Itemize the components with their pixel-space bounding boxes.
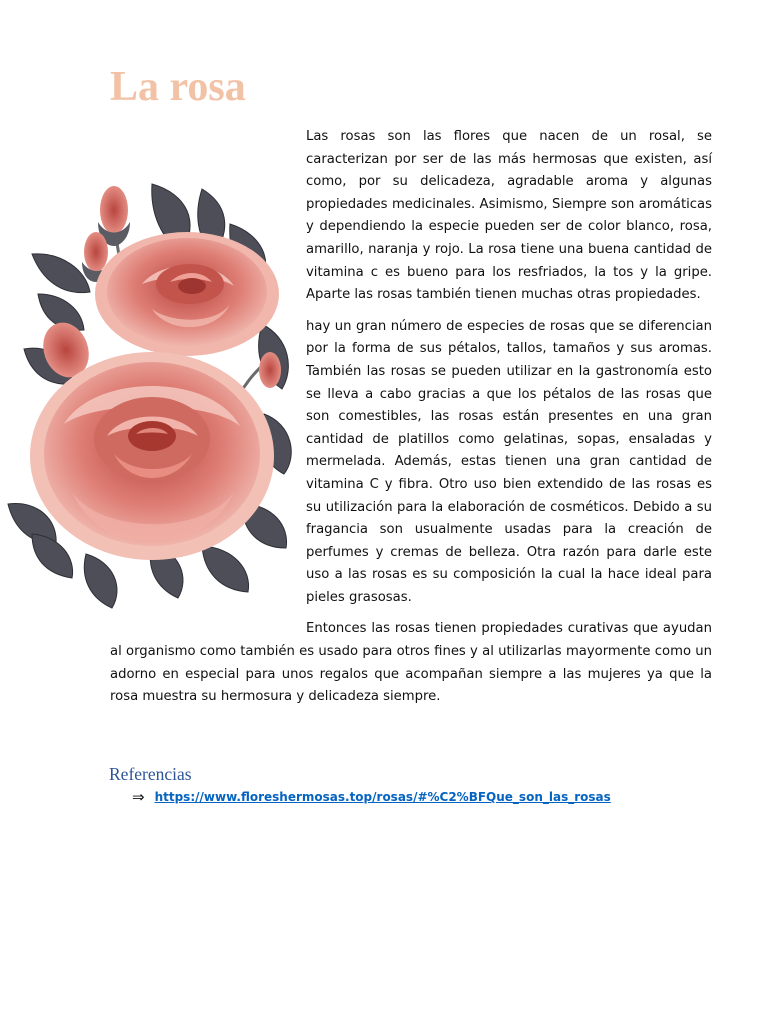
reference-link[interactable]: https://www.floreshermosas.top/rosas/#%C2%BFQue_son_las_rosas <box>154 790 611 804</box>
paragraph-1-text: Las rosas son las flores que nacen de un rosal, se caracterizan por ser de las más hermosas que existen, así como, por su delicadeza, agradable aroma y algunas propiedades medicinales. Asimismo, Siempre son aromáticas y dependiendo la especie pueden ser de color blanco, rosa, amarillo, naranja y rojo. La rosa tiene una buena cantidad de vitamina c es bueno para los resfriados, la tos y la gripe. Aparte las rosas también tienen muchas otras propiedades. <box>306 129 712 303</box>
page-title: La rosa <box>110 64 246 110</box>
paragraph-2: hay un gran número de especies de rosas que se diferencian por la forma de sus pétalos, tallos, tamaños y sus aromas. También las rosas se pueden utilizar en la gastronomía esto se lleva a cabo gracias a que los pétalos de las rosas que son comestibles, las rosas están presentes en una gran cantidad de platillos como gelatinas, sopas, ensaladas y mermelada. Además, estas tienen una gran cantidad de vitamina C y fibra. Otro uso bien extendido de las rosas es su utilización para la elaboración de cosméticos. Debido a su fragancia son usualmente usadas para la creación de perfumes y cremas de belleza. Otra razón para darle este uso a las rosas es su composición la cual la hace ideal para pieles grasosas. <box>306 318 712 605</box>
reference-item <box>132 788 611 806</box>
article-body <box>110 126 712 718</box>
double-arrow-right-icon: ⇒ <box>132 788 145 806</box>
paragraph-1 <box>110 126 712 307</box>
paragraph-3: Entonces las rosas tienen propiedades curativas que ayudan al organismo como también es usado para otros fines y al utilizarlas mayormente como un adorno en especial para unos regalos que acompañan siempre a las mujeres ya que la rosa muestra su hermosura y delicadeza siempre. <box>110 621 712 705</box>
references-heading: Referencias <box>109 764 192 784</box>
image-wrap-spacer <box>110 148 306 641</box>
